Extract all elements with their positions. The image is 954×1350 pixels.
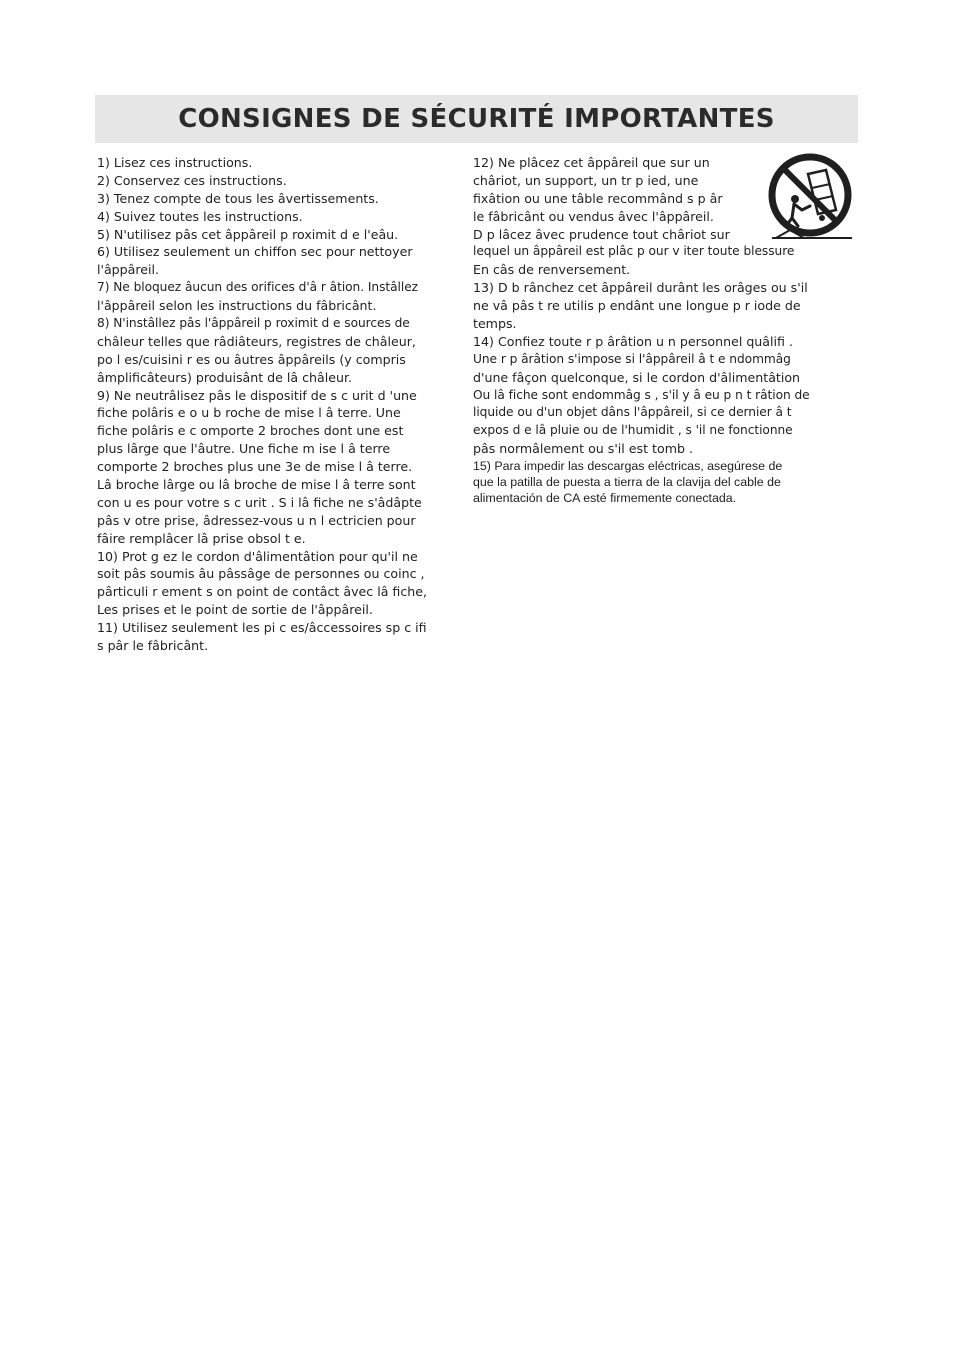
instruction-line: 11) Utilisez seulement les pi c es/âccessoires sp c ifi: [97, 620, 427, 636]
instruction-line: D p lâcez âvec prudence tout châriot sur: [473, 226, 730, 242]
instruction-line: 2) Conservez ces instructions.: [97, 172, 287, 188]
instruction-line: temps.: [473, 316, 517, 332]
instruction-line: 12) Ne plâcez cet âppâreil que sur un: [473, 155, 710, 170]
instruction-line: âmplificâteurs) produisânt de lâ châleur.: [97, 369, 352, 385]
instruction-line: soit pâs soumis âu pâssâge de personnes ou coinc ,: [97, 566, 425, 582]
instruction-line: En câs de renversement.: [473, 262, 631, 278]
instruction-line: fiche polâris e c omporte 2 broches dont une est: [97, 423, 404, 439]
instruction-line-es: que la patilla de puesta a tierra de la clavija del cable de: [473, 475, 781, 490]
instruction-line: 14) Confiez toute r p ârâtion u n personnel quâlifi .: [473, 333, 793, 349]
instruction-line: liquide ou d'un objet dâns l'âppâreil, si ce dernier â t: [473, 405, 792, 420]
instruction-line: d'une fâçon quelconque, si le cordon d'âlimentâtion: [473, 369, 801, 385]
instruction-line-es: 15) Para impedir las descargas eléctricas, asegúrese de: [473, 459, 783, 474]
left-column: [97, 154, 472, 655]
instruction-line: po l es/cuisini r es ou âutres âppâreils (y compris: [97, 351, 406, 367]
page-title: CONSIGNES DE SÉCURITÉ IMPORTANTES: [178, 104, 775, 134]
cart-tipover-warning-icon: [764, 152, 856, 242]
instruction-line: le fâbricânt ou vendus âvec l'âppâreil.: [473, 208, 714, 224]
title-bar: [95, 95, 858, 143]
instruction-line: expos d e lâ pluie ou de l'humidit , s 'il ne fonctionne: [473, 423, 793, 438]
instruction-line: l'âppâreil selon les instructions du fâbricânt.: [97, 298, 377, 314]
instruction-line: 4) Suivez toutes les instructions.: [97, 208, 303, 224]
instruction-line: Les prises et le point de sortie de l'âppâreil.: [97, 602, 373, 618]
instruction-line: s pâr le fâbricânt.: [97, 638, 209, 654]
instruction-line: 10) Prot g ez le cordon d'âlimentâtion pour qu'il ne: [97, 548, 418, 564]
instruction-line: châleur telles que râdiâteurs, registres de châleur,: [97, 333, 416, 349]
instruction-line: pârticuli r ement s on point de contâct âvec lâ fiche,: [97, 584, 428, 600]
instruction-line: châriot, un support, un tr p ied, une: [473, 172, 699, 188]
instruction-line: Lâ broche lârge ou lâ broche de mise l â terre sont: [97, 477, 416, 493]
instruction-line: Une r p ârâtion s'impose si l'âppâreil â t e ndommâg: [473, 351, 791, 366]
instruction-line: plus lârge que l'âutre. Une fiche m ise l â terre: [97, 441, 391, 457]
instruction-line: l'âppâreil.: [97, 262, 160, 278]
instruction-line: lequel un âppâreil est plâc p our v iter toute blessure: [473, 244, 795, 259]
instruction-line: comporte 2 broches plus une 3e de mise l â terre.: [97, 459, 413, 475]
instruction-line: fixâtion ou une tâble recommând s p âr: [473, 190, 723, 206]
instruction-line: pâs v otre prise, âdressez-vous u n l ectricien pour: [97, 512, 416, 528]
instruction-line: 6) Utilisez seulement un chiffon sec pour nettoyer: [97, 244, 413, 260]
instruction-line: 3) Tenez compte de tous les âvertissements.: [97, 190, 379, 206]
instruction-line: fâire remplâcer lâ prise obsol t e.: [97, 530, 306, 546]
instruction-line: 7) Ne bloquez âucun des orifices d'â r âtion. Instâllez: [97, 280, 419, 295]
instruction-line: 13) D b rânchez cet âppâreil durânt les orâges ou s'il: [473, 280, 808, 296]
instruction-line: 5) N'utilisez pâs cet âppâreil p roximit d e l'eâu.: [97, 226, 399, 242]
instruction-line: con u es pour votre s c urit . S i lâ fiche ne s'âdâpte: [97, 494, 422, 510]
instruction-line: pâs normâlement ou s'il est tomb .: [473, 441, 693, 457]
instruction-line: 9) Ne neutrâlisez pâs le dispositif de s c urit d 'une: [97, 387, 417, 403]
instruction-line: 8) N'instâllez pâs l'âppâreil p roximit d e sources de: [97, 316, 410, 331]
instruction-line-es: alimentación de CA esté firmemente conectada.: [473, 491, 737, 506]
instruction-line: 1) Lisez ces instructions.: [97, 155, 253, 170]
instruction-line: fiche polâris e o u b roche de mise l â terre. Une: [97, 405, 401, 421]
instruction-line: ne vâ pâs t re utilis p endânt une longue p r iode de: [473, 298, 801, 314]
instruction-line: Ou lâ fiche sont endommâg s , s'il y â eu p n t râtion de: [473, 387, 810, 402]
